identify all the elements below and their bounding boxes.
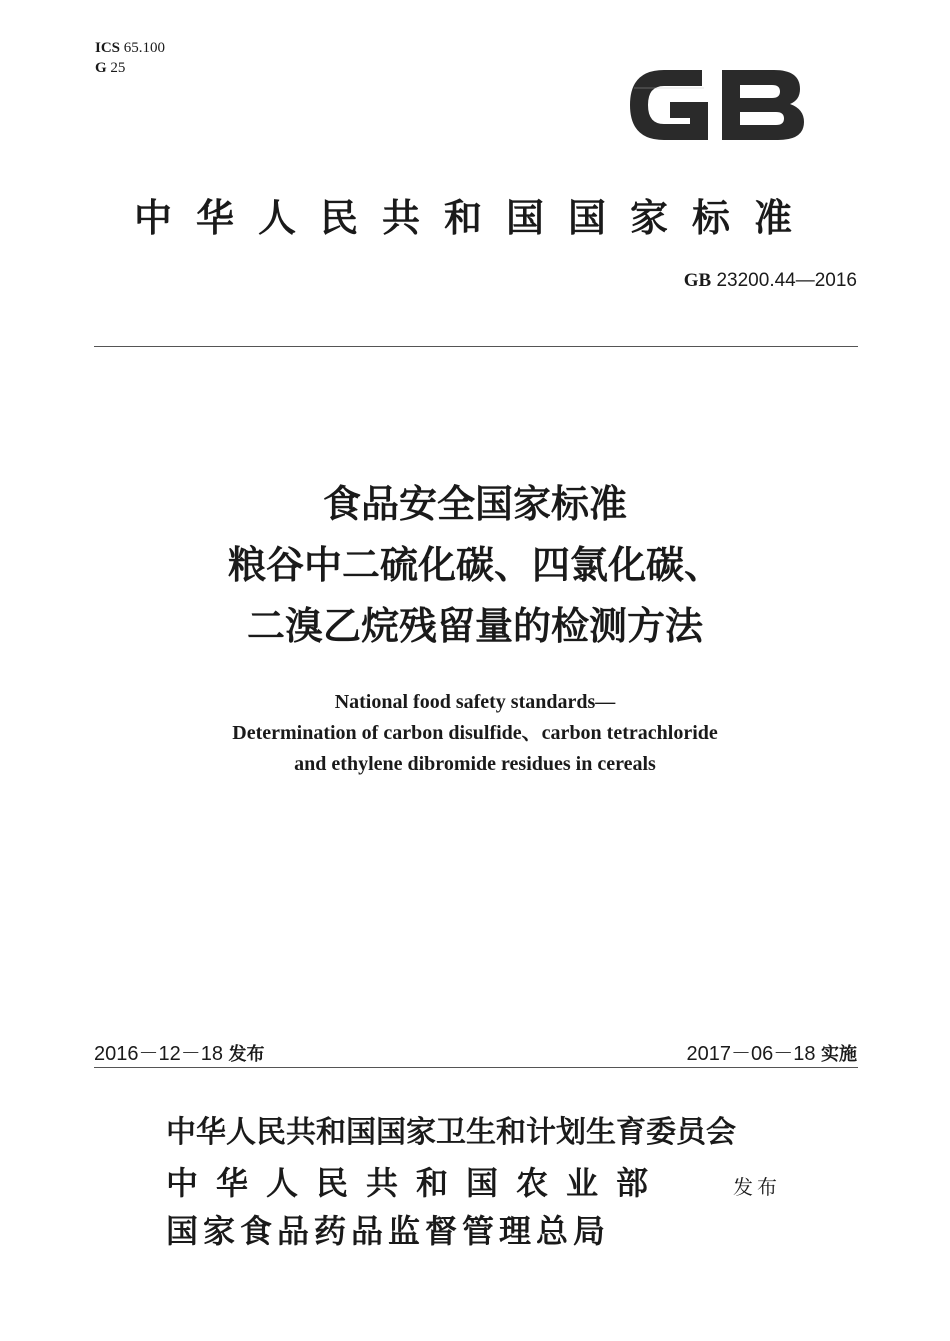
issue-date-label: 发布 <box>228 1044 265 1065</box>
gb-logo <box>624 58 810 152</box>
title-en-line-3: and ethylene dibromide residues in cereals <box>294 753 656 775</box>
standard-number <box>684 270 857 292</box>
issue-date-value: 2016－12－18 <box>94 1043 223 1065</box>
title-cn-line-3: 二溴乙烷残留量的检测方法 <box>246 604 703 648</box>
publish-label: 发布 <box>733 1175 781 1199</box>
title-en-line-1: National food safety standards— <box>334 691 616 713</box>
title-en-line-2: Determination of carbon disulfide、carbon tetrachloride <box>232 722 718 744</box>
ics-block <box>95 38 165 78</box>
issuer-line-3: 国家食品药品监督管理总局 <box>166 1212 611 1250</box>
standard-number-value: 23200.44—2016 <box>716 270 857 291</box>
title-cn-line-1: 食品安全国家标准 <box>322 482 627 526</box>
class-line <box>95 58 165 78</box>
header-divider <box>94 346 858 347</box>
issue-date <box>94 1037 265 1066</box>
footer-divider <box>94 1067 858 1068</box>
class-code: 25 <box>110 60 126 76</box>
issuer-line-2: 中华人民共和国农业部 <box>166 1164 667 1202</box>
ics-code: 65.100 <box>123 40 166 56</box>
effective-date-value: 2017－06－18 <box>686 1043 816 1065</box>
title-cn-line-2: 粮谷中二硫化碳、四氯化碳、 <box>227 543 722 587</box>
ics-line <box>95 38 165 58</box>
class-label: G <box>95 60 107 76</box>
ics-label: ICS <box>95 40 121 56</box>
effective-date <box>686 1037 857 1066</box>
effective-date-label: 实施 <box>821 1044 857 1065</box>
issuer-line-1: 中华人民共和国国家卫生和计划生育委员会 <box>166 1115 736 1150</box>
standard-prefix: GB <box>683 270 712 291</box>
national-standard-title: 中华人民共和国国家标准 <box>133 195 816 240</box>
